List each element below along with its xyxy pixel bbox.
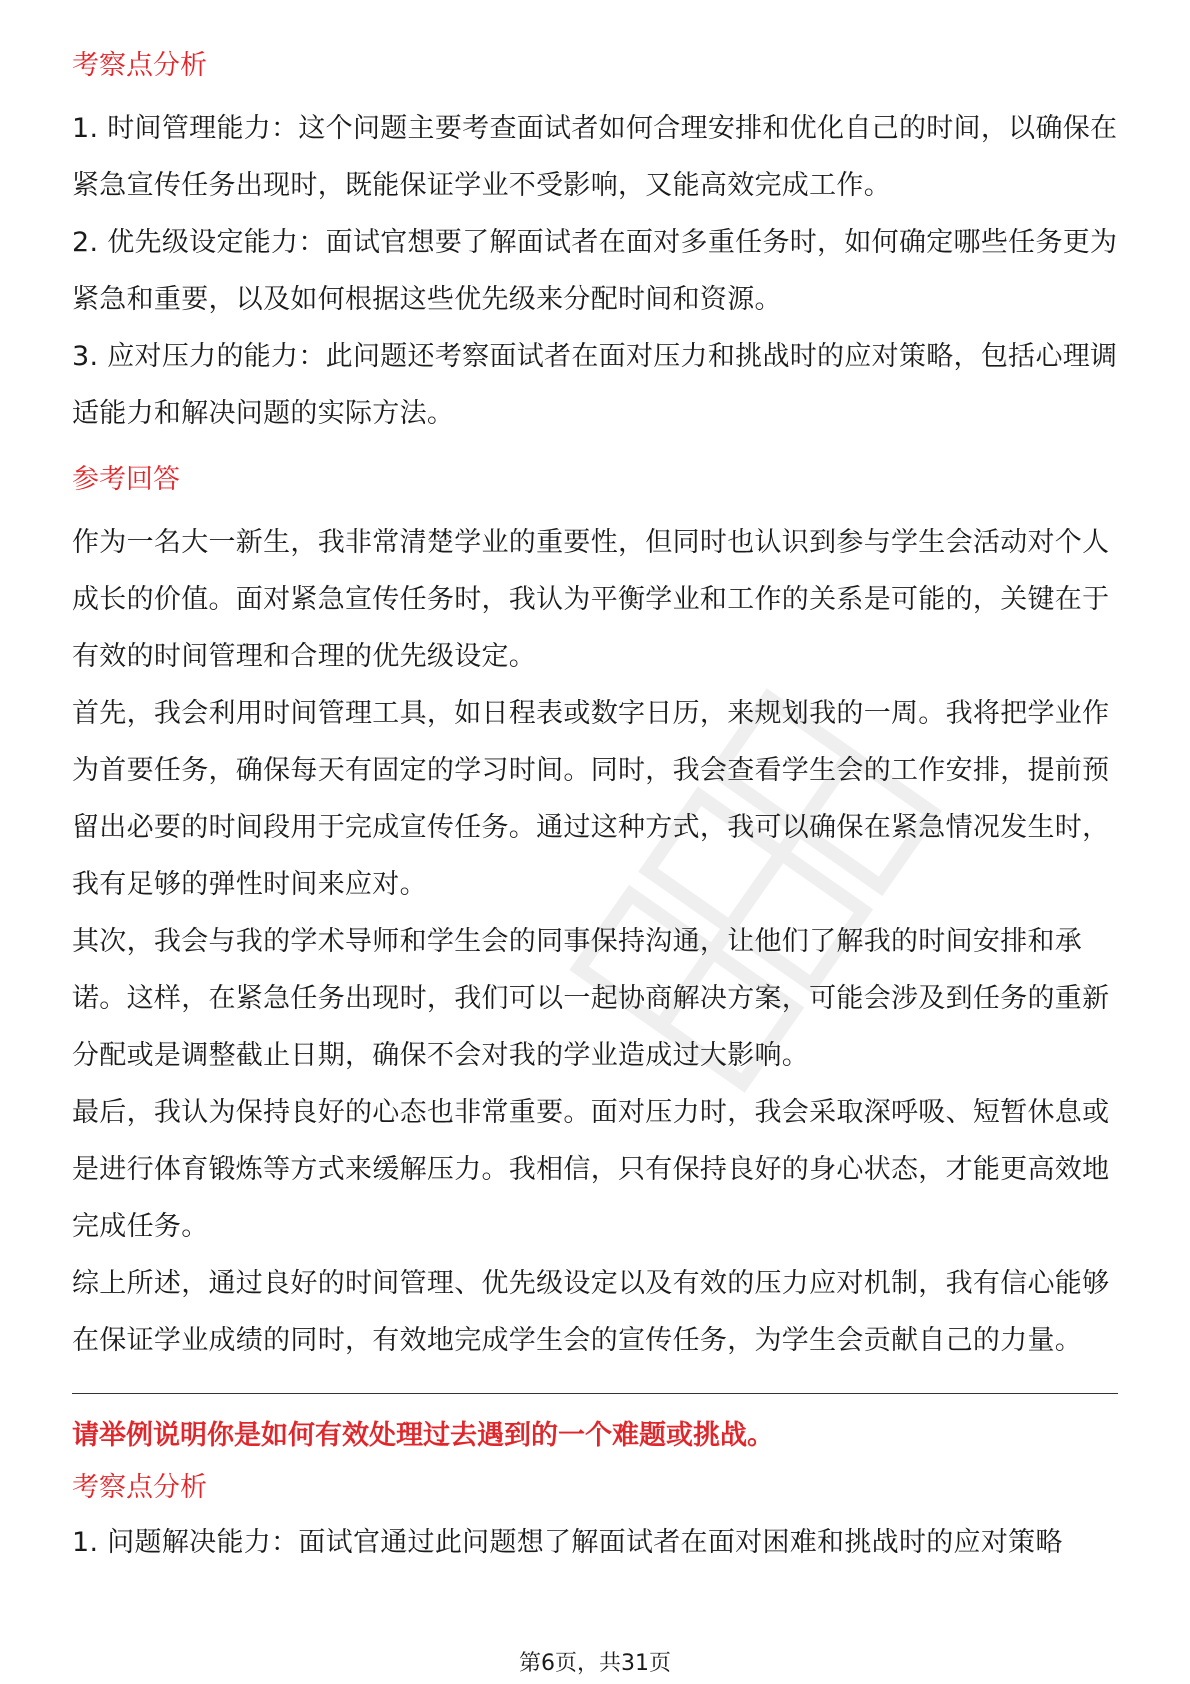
analysis-item-1: 1. 时间管理能力：这个问题主要考查面试者如何合理安排和优化自己的时间，以确保在紧急宣传任务出现时，既能保证学业不受影响，又能高效完成工作。 [72, 113, 1118, 201]
section-heading-analysis: 考察点分析 [72, 50, 207, 81]
answer-paragraph-2: 首先，我会利用时间管理工具，如日程表或数字日历，来规划我的一周。我将把学业作为首要任务，确保每天有固定的学习时间。同时，我会查看学生会的工作安排，提前预留出必要的时间段用于完成宣传任务。通过这种方式，我可以确保在紧急情况发生时，我有足够的弹性时间来应对。 [72, 698, 1110, 900]
page-footer: 第6页，共31页 [519, 1651, 671, 1676]
section-heading-answer: 参考回答 [72, 464, 180, 495]
answer-paragraph-5: 综上所述，通过良好的时间管理、优先级设定以及有效的压力应对机制，我有信心能够在保证学业成绩的同时，有效地完成学生会的宣传任务，为学生会贡献自己的力量。 [72, 1268, 1110, 1356]
next-section-heading-analysis: 考察点分析 [72, 1472, 207, 1503]
answer-paragraph-1: 作为一名大一新生，我非常清楚学业的重要性，但同时也认识到参与学生会活动对个人成长的价值。面对紧急宣传任务时，我认为平衡学业和工作的关系是可能的，关键在于有效的时间管理和合理的优先级设定。 [72, 527, 1110, 672]
next-question-title: 请举例说明你是如何有效处理过去遇到的一个难题或挑战。 [72, 1420, 774, 1451]
analysis-item-3: 3. 应对压力的能力：此问题还考察面试者在面对压力和挑战时的应对策略，包括心理调适能力和解决问题的实际方法。 [72, 341, 1118, 429]
answer-paragraph-4: 最后，我认为保持良好的心态也非常重要。面对压力时，我会采取深呼吸、短暂休息或是进行体育锻炼等方式来缓解压力。我相信，只有保持良好的身心状态，才能更高效地完成任务。 [72, 1097, 1110, 1242]
page-content [72, 46, 1118, 1646]
answer-paragraph-3: 其次，我会与我的学术导师和学生会的同事保持沟通，让他们了解我的时间安排和承诺。这样，在紧急任务出现时，我们可以一起协商解决方案，可能会涉及到任务的重新分配或是调整截止日期，确保不会对我的学业造成过大影响。 [72, 926, 1110, 1071]
section-divider [72, 1393, 1118, 1394]
next-analysis-item-1: 1. 问题解决能力：面试官通过此问题想了解面试者在面对困难和挑战时的应对策略 [72, 1527, 1063, 1558]
analysis-item-2: 2. 优先级设定能力：面试官想要了解面试者在面对多重任务时，如何确定哪些任务更为紧急和重要，以及如何根据这些优先级来分配时间和资源。 [72, 227, 1118, 315]
